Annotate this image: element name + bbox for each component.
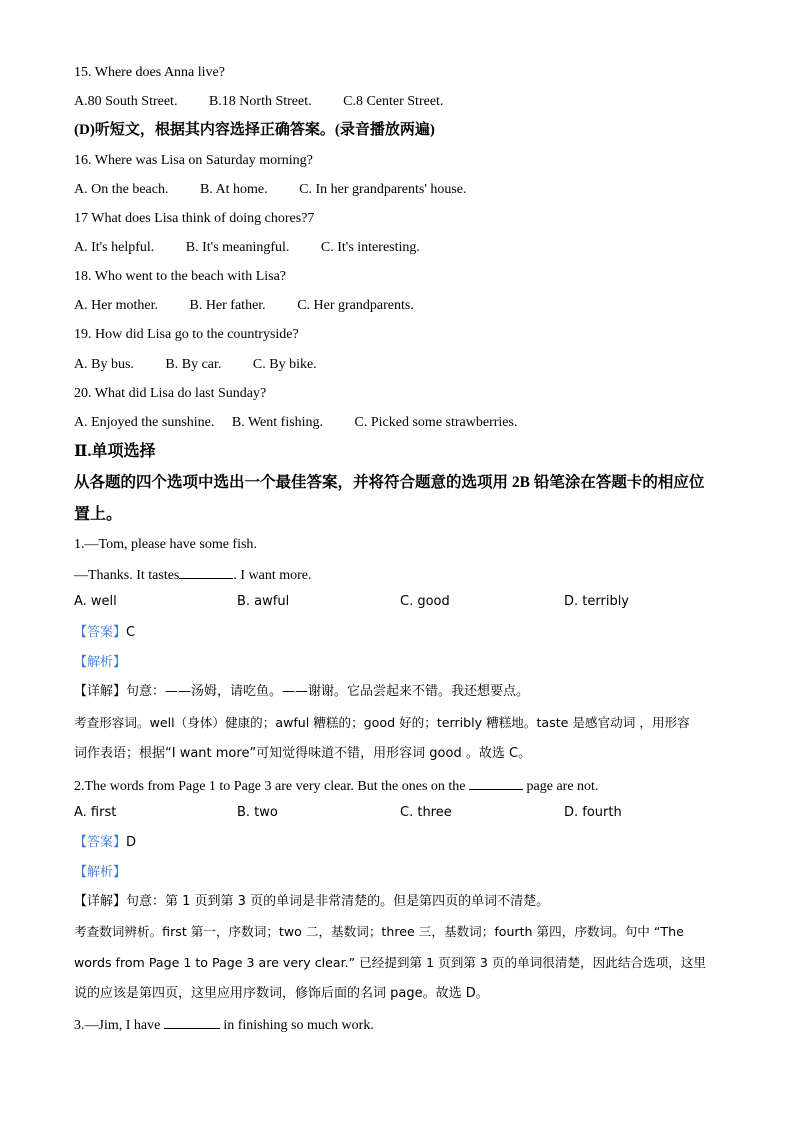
question-18: 18. Who went to the beach with Lisa? — [74, 269, 287, 284]
option-a: A. By bus. — [74, 357, 134, 372]
explanation-line1: 考查数词辨析。first 第一，序数词；two 二，基数词；three 三，基数词；fourth 第四，序数词。句中 “The — [74, 924, 684, 939]
question-16: 16. Where was Lisa on Saturday morning? — [74, 153, 313, 168]
answer-value: D — [126, 835, 137, 850]
explanation-line3: 说的应该是第四页，这里应用序数词，修饰后面的名词 page。故选 D。 — [74, 986, 489, 1001]
option-a: A. On the beach. — [74, 182, 169, 197]
section-instruction-line2: 置上。 — [74, 506, 123, 523]
question-1-options — [74, 594, 774, 612]
analysis-tag: 【解析】 — [74, 655, 127, 670]
question-15: 15. Where does Anna live? — [74, 65, 225, 80]
section-title: Ⅱ.单项选择 — [74, 443, 156, 460]
option-c: C. Picked some strawberries. — [354, 415, 518, 430]
answer-blank — [164, 1015, 220, 1029]
question-3-prefix: 3.—Jim, I have — [74, 1018, 164, 1033]
question-1-suffix: . I want more. — [233, 568, 312, 583]
question-2-line1 — [74, 776, 598, 796]
question-17: 17 What does Lisa think of doing chores?7 — [74, 211, 315, 226]
option-c: C. Her grandparents. — [297, 298, 414, 313]
question-2-prefix: 2.The words from Page 1 to Page 3 are very clear. But the ones on the — [74, 779, 470, 794]
option-b: B.18 North Street. — [208, 94, 312, 109]
question-16-options — [74, 181, 467, 199]
part-d-heading: (D)听短文，根据其内容选择正确答案。(录音播放两遍) — [74, 122, 435, 138]
option-a: A. It's helpful. — [74, 240, 155, 255]
answer-tag: 【答案】 — [74, 625, 127, 640]
option-b: B. At home. — [199, 182, 268, 197]
option-a: A. first — [74, 805, 117, 820]
option-a: A. Her mother. — [74, 298, 158, 313]
analysis-tag: 【解析】 — [74, 865, 127, 880]
answer-line — [74, 834, 136, 852]
answer-blank — [179, 565, 233, 579]
explanation-line1: 考查形容词。well（身体）健康的；awful 糟糕的；good 好的；terribly 糟糕地。taste 是感官动词 ，用形容 — [74, 715, 690, 730]
question-3-line1 — [74, 1015, 374, 1035]
answer-blank — [469, 776, 523, 790]
option-b: B. Went fishing. — [231, 415, 324, 430]
question-20: 20. What did Lisa do last Sunday? — [74, 386, 267, 401]
detail-tag: 【详解】 — [74, 684, 127, 699]
question-3-suffix: in finishing so much work. — [219, 1018, 374, 1033]
question-2-suffix: page are not. — [523, 779, 599, 794]
option-d: D. terribly — [564, 594, 629, 609]
answer-value: C — [126, 625, 136, 640]
detail-tag: 【详解】 — [74, 894, 127, 909]
option-a: A.80 South Street. — [74, 94, 178, 109]
question-1-line2 — [74, 565, 312, 585]
detail-line — [74, 683, 529, 701]
option-b: B. By car. — [165, 357, 222, 372]
explanation-line2: words from Page 1 to Page 3 are very clear.” 已经提到第 1 页到第 3 页的单词很清楚，因此结合选项，这里 — [74, 955, 707, 970]
section-instruction-line1: 从各题的四个选项中选出一个最佳答案，并将符合题意的选项用 2B 铅笔涂在答题卡的相应位 — [74, 474, 705, 491]
question-19: 19. How did Lisa go to the countryside? — [74, 327, 299, 342]
option-a: A. Enjoyed the sunshine. — [74, 415, 215, 430]
explanation-line2: 词作表语；根据“I want more”可知觉得味道不错，用形容词 good 。故选 C。 — [74, 746, 532, 761]
answer-tag: 【答案】 — [74, 835, 127, 850]
detail-text: 句意：第 1 页到第 3 页的单词是非常清楚的。但是第四页的单词不清楚。 — [126, 894, 550, 909]
option-b: B. It's meaningful. — [185, 240, 290, 255]
option-b: B. Her father. — [189, 298, 266, 313]
question-18-options — [74, 297, 414, 315]
option-b: B. awful — [237, 594, 290, 609]
option-c: C. three — [400, 805, 452, 820]
question-1-prefix: —Thanks. It tastes — [74, 568, 180, 583]
option-c: C. good — [400, 594, 450, 609]
option-c: C. It's interesting. — [320, 240, 420, 255]
option-b: B. two — [237, 805, 278, 820]
answer-line — [74, 624, 135, 642]
question-2-options — [74, 805, 774, 823]
question-15-options — [74, 93, 443, 111]
question-20-options — [74, 414, 517, 432]
option-c: C. In her grandparents' house. — [299, 182, 467, 197]
question-19-options — [74, 356, 317, 374]
option-c: C. By bike. — [252, 357, 317, 372]
option-c: C.8 Center Street. — [343, 94, 444, 109]
option-d: D. fourth — [564, 805, 622, 820]
detail-line — [74, 893, 549, 911]
detail-text: 句意：——汤姆，请吃鱼。——谢谢。它品尝起来不错。我还想要点。 — [126, 684, 530, 699]
question-1-line1: 1.—Tom, please have some fish. — [74, 537, 257, 552]
question-17-options — [74, 239, 420, 257]
option-a: A. well — [74, 594, 117, 609]
